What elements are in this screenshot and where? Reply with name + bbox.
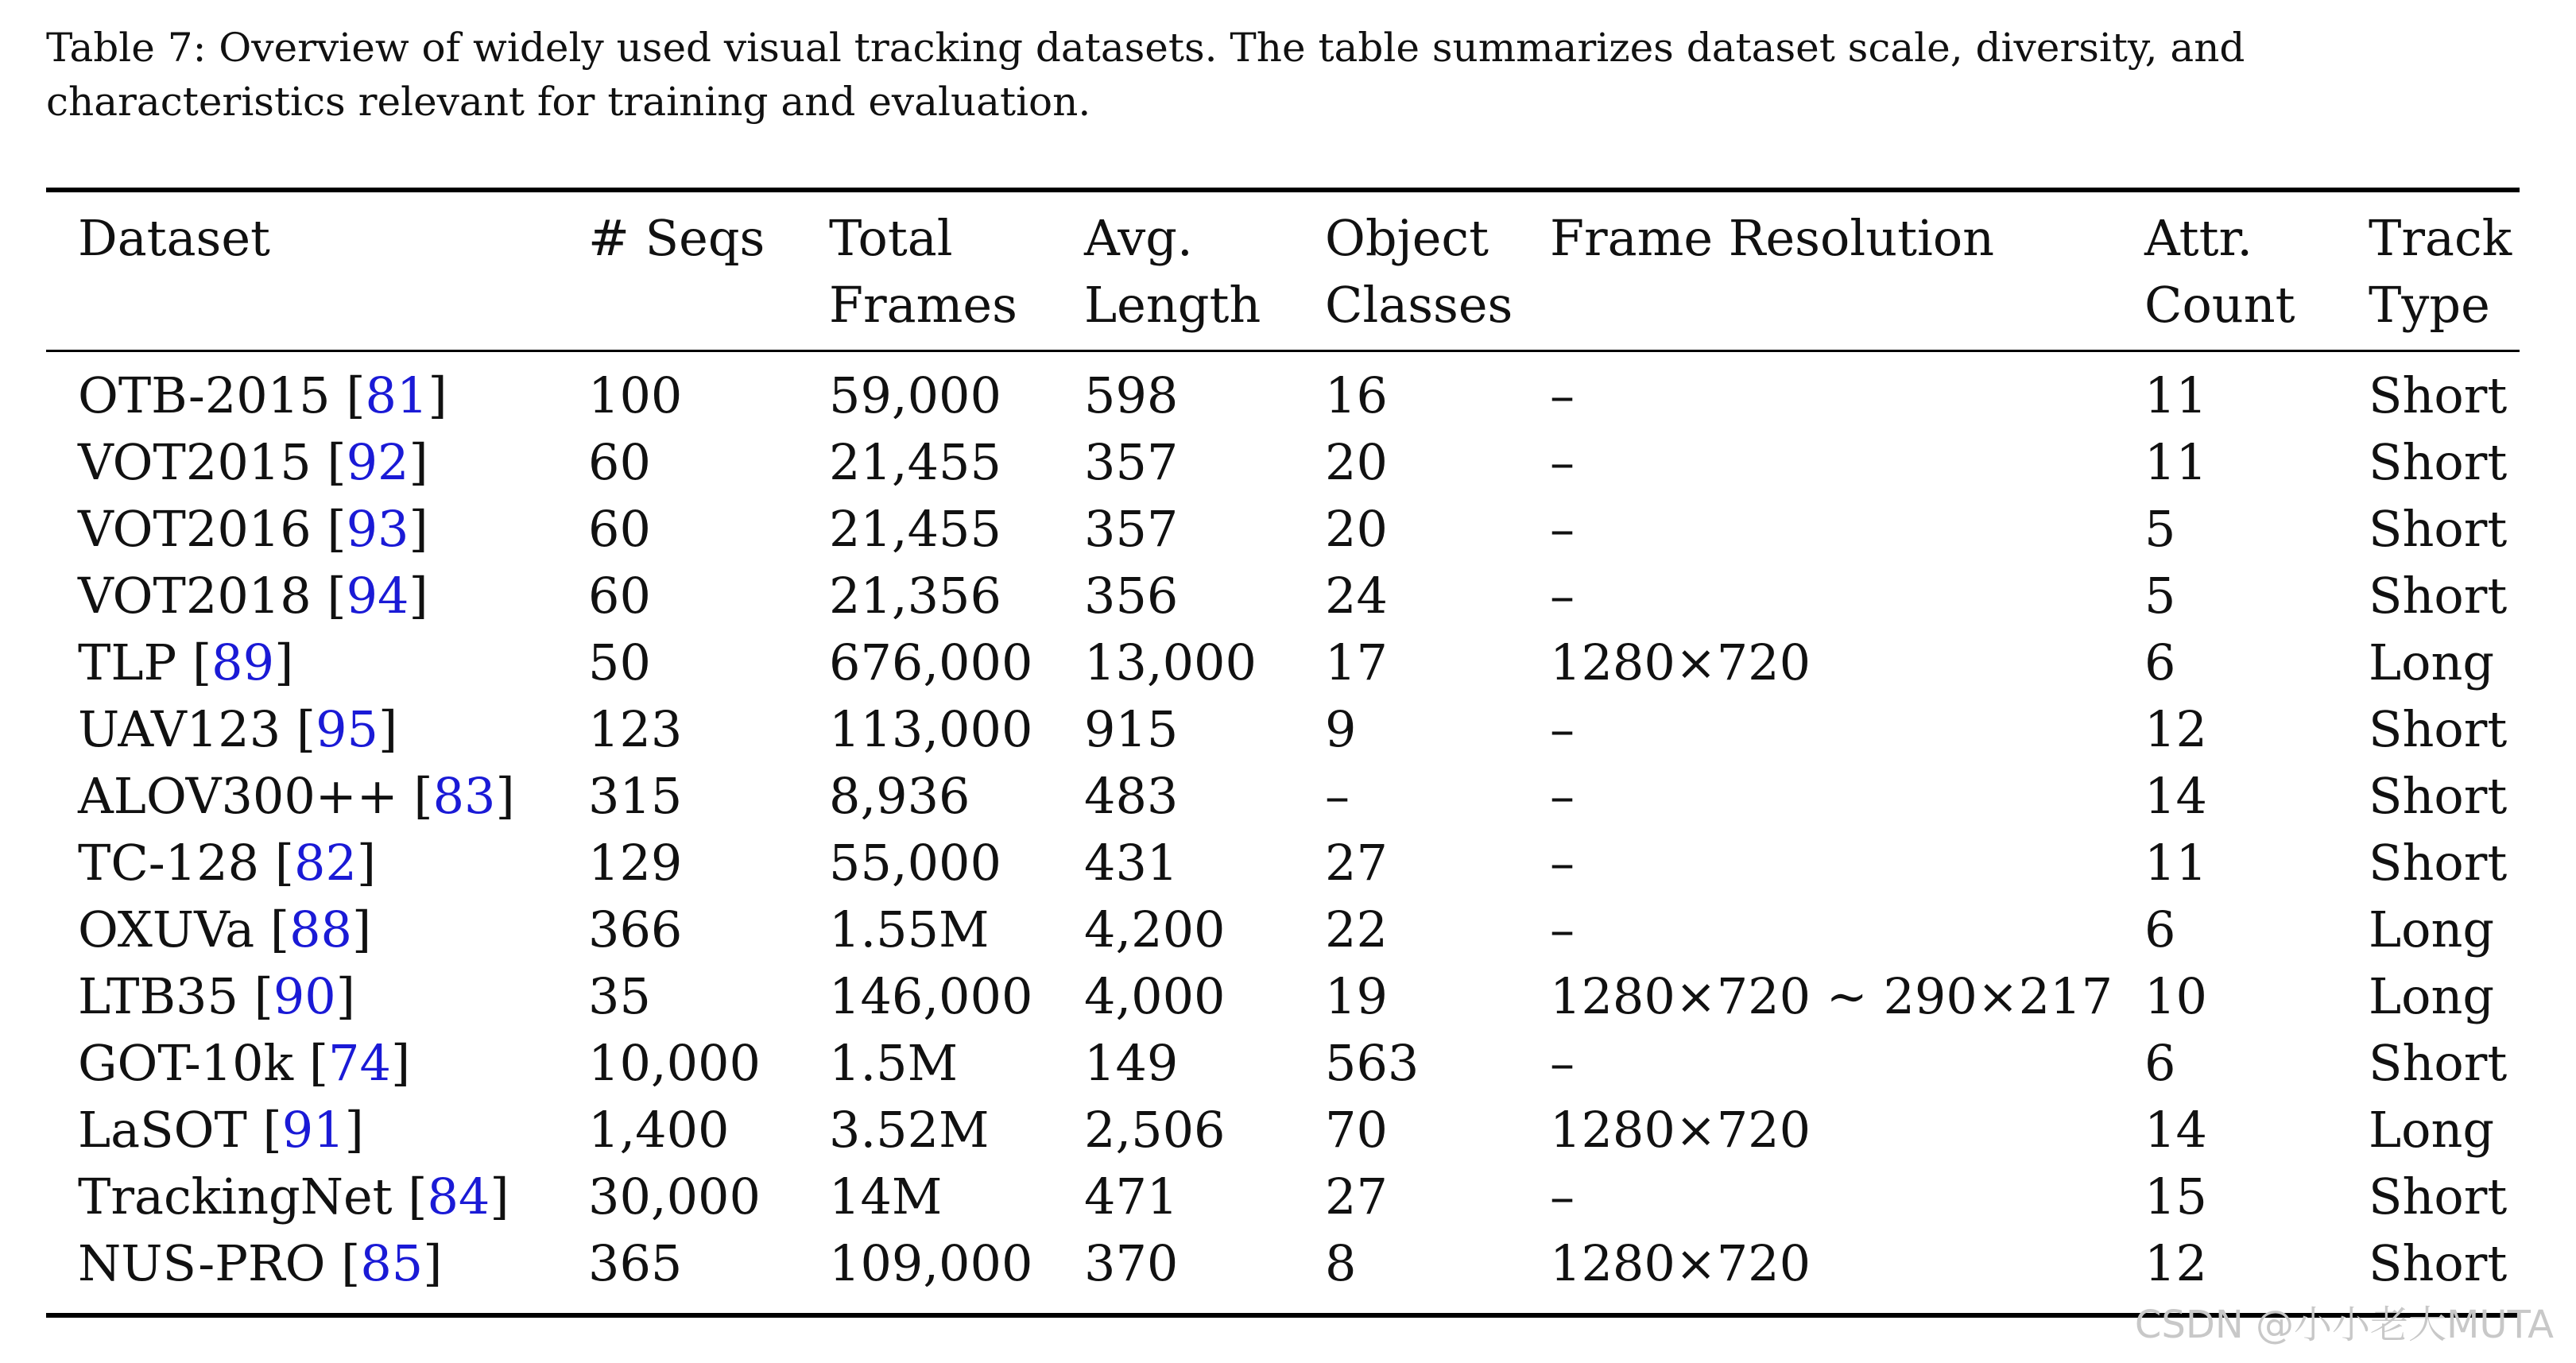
classes-cell: 27 xyxy=(1325,834,1388,892)
track-type-cell: Short xyxy=(2369,1034,2508,1092)
resolution-cell: – xyxy=(1550,900,1575,958)
dataset-cell: LaSOT [91] xyxy=(78,1101,364,1159)
citation-link[interactable]: 81 xyxy=(365,366,428,424)
table-row xyxy=(0,362,2576,429)
frames-cell: 55,000 xyxy=(829,834,1001,892)
classes-cell: 27 xyxy=(1325,1167,1388,1226)
resolution-cell: – xyxy=(1550,1034,1575,1092)
seqs-cell: 50 xyxy=(588,633,651,691)
seqs-cell: 35 xyxy=(588,967,651,1025)
table-caption: Table 7: Overview of widely used visual tracking datasets. The table summarizes dataset scale, diversity, and characteristics relevant for training and evaluation. xyxy=(46,25,2245,125)
classes-cell: 17 xyxy=(1325,633,1388,691)
resolution-cell: – xyxy=(1550,767,1575,825)
resolution-cell: – xyxy=(1550,567,1575,625)
dataset-cell: ALOV300++ [83] xyxy=(78,767,515,825)
table-row xyxy=(0,1030,2576,1097)
watermark: CSDN @小小老大MUTA xyxy=(2134,1303,2554,1347)
attr-count-cell: 15 xyxy=(2144,1167,2207,1226)
track-type-cell: Short xyxy=(2369,1234,2508,1292)
resolution-cell: – xyxy=(1550,433,1575,491)
frames-cell: 113,000 xyxy=(829,700,1033,758)
attr-count-cell: 6 xyxy=(2144,633,2176,691)
avg-length-cell: 598 xyxy=(1084,366,1179,424)
citation-link[interactable]: 93 xyxy=(346,500,409,558)
attr-count-cell: 5 xyxy=(2144,567,2176,625)
citation-link[interactable]: 95 xyxy=(316,700,378,758)
table-row xyxy=(0,696,2576,763)
citation-link[interactable]: 88 xyxy=(289,900,352,958)
table-row xyxy=(0,429,2576,496)
dataset-name: LaSOT xyxy=(78,1101,247,1159)
track-type-cell: Short xyxy=(2369,767,2508,825)
dataset-cell: TLP [89] xyxy=(78,633,294,691)
resolution-cell: – xyxy=(1550,700,1575,758)
track-type-cell: Short xyxy=(2369,567,2508,625)
frames-cell: 21,455 xyxy=(829,500,1001,558)
table-row xyxy=(0,563,2576,629)
attr-count-cell: 6 xyxy=(2144,1034,2176,1092)
citation-link[interactable]: 91 xyxy=(281,1101,345,1159)
avg-length-cell: 2,506 xyxy=(1084,1101,1226,1159)
attr-count-cell: 11 xyxy=(2144,366,2207,424)
frames-cell: 3.52M xyxy=(829,1101,990,1159)
seqs-cell: 60 xyxy=(588,433,651,491)
dataset-cell: TC-128 [82] xyxy=(78,834,377,892)
resolution-cell: 1280×720 ∼ 290×217 xyxy=(1550,967,2113,1025)
track-type-cell: Short xyxy=(2369,500,2508,558)
header-dataset: Dataset xyxy=(78,209,270,267)
classes-cell: 563 xyxy=(1325,1034,1420,1092)
classes-cell: 70 xyxy=(1325,1101,1388,1159)
dataset-cell: NUS-PRO [85] xyxy=(78,1234,443,1292)
classes-cell: 22 xyxy=(1325,900,1388,958)
table-row xyxy=(0,1097,2576,1164)
classes-cell: 16 xyxy=(1325,366,1388,424)
attr-count-cell: 12 xyxy=(2144,1234,2207,1292)
table-row xyxy=(0,963,2576,1030)
dataset-name: TC-128 xyxy=(78,834,260,892)
classes-cell: 19 xyxy=(1325,967,1388,1025)
table-row xyxy=(0,896,2576,963)
attr-count-cell: 5 xyxy=(2144,500,2176,558)
avg-length-cell: 149 xyxy=(1084,1034,1179,1092)
header-total-frames: Total Frames xyxy=(829,209,1017,334)
classes-cell: – xyxy=(1325,767,1350,825)
table-header xyxy=(0,205,2576,348)
dataset-cell: LTB35 [90] xyxy=(78,967,355,1025)
track-type-cell: Long xyxy=(2369,900,2495,958)
track-type-cell: Short xyxy=(2369,433,2508,491)
header-object-classes: Object Classes xyxy=(1325,209,1513,334)
dataset-name: VOT2016 xyxy=(78,500,312,558)
attr-count-cell: 12 xyxy=(2144,700,2207,758)
dataset-cell: OTB-2015 [81] xyxy=(78,366,447,424)
resolution-cell: – xyxy=(1550,1167,1575,1226)
table-body xyxy=(0,362,2576,1297)
attr-count-cell: 14 xyxy=(2144,767,2207,825)
classes-cell: 20 xyxy=(1325,500,1388,558)
citation-link[interactable]: 84 xyxy=(427,1167,490,1226)
header-rule xyxy=(46,350,2520,352)
seqs-cell: 129 xyxy=(588,834,683,892)
seqs-cell: 10,000 xyxy=(588,1034,761,1092)
dataset-name: VOT2015 xyxy=(78,433,312,491)
avg-length-cell: 471 xyxy=(1084,1167,1179,1226)
seqs-cell: 315 xyxy=(588,767,683,825)
attr-count-cell: 11 xyxy=(2144,834,2207,892)
table-row xyxy=(0,629,2576,696)
resolution-cell: 1280×720 xyxy=(1550,1101,1811,1159)
track-type-cell: Short xyxy=(2369,834,2508,892)
dataset-name: OXUVa xyxy=(78,900,255,958)
dataset-name: TrackingNet xyxy=(78,1167,393,1226)
seqs-cell: 1,400 xyxy=(588,1101,730,1159)
table-row xyxy=(0,763,2576,830)
dataset-name: OTB-2015 xyxy=(78,366,331,424)
frames-cell: 676,000 xyxy=(829,633,1033,691)
avg-length-cell: 357 xyxy=(1084,500,1179,558)
dataset-cell: VOT2018 [94] xyxy=(78,567,428,625)
header-attr-count: Attr. Count xyxy=(2144,209,2295,334)
header-track-type: Track Type xyxy=(2369,209,2512,334)
attr-count-cell: 6 xyxy=(2144,900,2176,958)
citation-link[interactable]: 85 xyxy=(360,1234,424,1292)
citation-link[interactable]: 90 xyxy=(273,967,336,1025)
seqs-cell: 365 xyxy=(588,1234,683,1292)
avg-length-cell: 4,200 xyxy=(1084,900,1226,958)
citation-link[interactable]: 83 xyxy=(432,767,496,825)
avg-length-cell: 4,000 xyxy=(1084,967,1226,1025)
frames-cell: 146,000 xyxy=(829,967,1033,1025)
dataset-cell: VOT2015 [92] xyxy=(78,433,428,491)
attr-count-cell: 11 xyxy=(2144,433,2207,491)
table-row xyxy=(0,830,2576,896)
seqs-cell: 30,000 xyxy=(588,1167,761,1226)
header-frame-resolution: Frame Resolution xyxy=(1550,209,1995,267)
resolution-cell: – xyxy=(1550,366,1575,424)
citation-link[interactable]: 89 xyxy=(211,633,275,691)
avg-length-cell: 915 xyxy=(1084,700,1179,758)
classes-cell: 20 xyxy=(1325,433,1388,491)
avg-length-cell: 370 xyxy=(1084,1234,1179,1292)
dataset-name: ALOV300++ xyxy=(78,767,398,825)
classes-cell: 24 xyxy=(1325,567,1388,625)
avg-length-cell: 483 xyxy=(1084,767,1179,825)
frames-cell: 1.5M xyxy=(829,1034,959,1092)
dataset-name: VOT2018 xyxy=(78,567,312,625)
track-type-cell: Long xyxy=(2369,967,2495,1025)
frames-cell: 8,936 xyxy=(829,767,970,825)
resolution-cell: 1280×720 xyxy=(1550,1234,1811,1292)
frames-cell: 14M xyxy=(829,1167,943,1226)
seqs-cell: 60 xyxy=(588,567,651,625)
dataset-cell: GOT-10k [74] xyxy=(78,1034,411,1092)
classes-cell: 9 xyxy=(1325,700,1357,758)
dataset-cell: TrackingNet [84] xyxy=(78,1167,509,1226)
citation-link[interactable]: 92 xyxy=(346,433,409,491)
table-row xyxy=(0,1230,2576,1297)
attr-count-cell: 10 xyxy=(2144,967,2207,1025)
attr-count-cell: 14 xyxy=(2144,1101,2207,1159)
frames-cell: 21,455 xyxy=(829,433,1001,491)
citation-link[interactable]: 94 xyxy=(346,567,409,625)
table-row xyxy=(0,496,2576,563)
track-type-cell: Short xyxy=(2369,1167,2508,1226)
header-avg-length: Avg. Length xyxy=(1084,209,1261,334)
avg-length-cell: 356 xyxy=(1084,567,1179,625)
citation-link[interactable]: 74 xyxy=(328,1034,391,1092)
frames-cell: 1.55M xyxy=(829,900,990,958)
table-row xyxy=(0,1164,2576,1230)
dataset-name: UAV123 xyxy=(78,700,281,758)
header-seqs: # Seqs xyxy=(588,209,765,267)
seqs-cell: 100 xyxy=(588,366,683,424)
dataset-name: LTB35 xyxy=(78,967,238,1025)
citation-link[interactable]: 82 xyxy=(294,834,357,892)
dataset-name: TLP xyxy=(78,633,177,691)
avg-length-cell: 357 xyxy=(1084,433,1179,491)
resolution-cell: 1280×720 xyxy=(1550,633,1811,691)
dataset-cell: OXUVa [88] xyxy=(78,900,372,958)
resolution-cell: – xyxy=(1550,834,1575,892)
top-rule xyxy=(46,188,2520,192)
frames-cell: 109,000 xyxy=(829,1234,1033,1292)
track-type-cell: Long xyxy=(2369,633,2495,691)
dataset-cell: UAV123 [95] xyxy=(78,700,398,758)
frames-cell: 59,000 xyxy=(829,366,1001,424)
dataset-name: GOT-10k xyxy=(78,1034,294,1092)
seqs-cell: 366 xyxy=(588,900,683,958)
avg-length-cell: 431 xyxy=(1084,834,1179,892)
track-type-cell: Short xyxy=(2369,366,2508,424)
track-type-cell: Short xyxy=(2369,700,2508,758)
frames-cell: 21,356 xyxy=(829,567,1001,625)
seqs-cell: 60 xyxy=(588,500,651,558)
dataset-cell: VOT2016 [93] xyxy=(78,500,428,558)
avg-length-cell: 13,000 xyxy=(1084,633,1257,691)
seqs-cell: 123 xyxy=(588,700,683,758)
dataset-name: NUS-PRO xyxy=(78,1234,326,1292)
track-type-cell: Long xyxy=(2369,1101,2495,1159)
classes-cell: 8 xyxy=(1325,1234,1357,1292)
resolution-cell: – xyxy=(1550,500,1575,558)
